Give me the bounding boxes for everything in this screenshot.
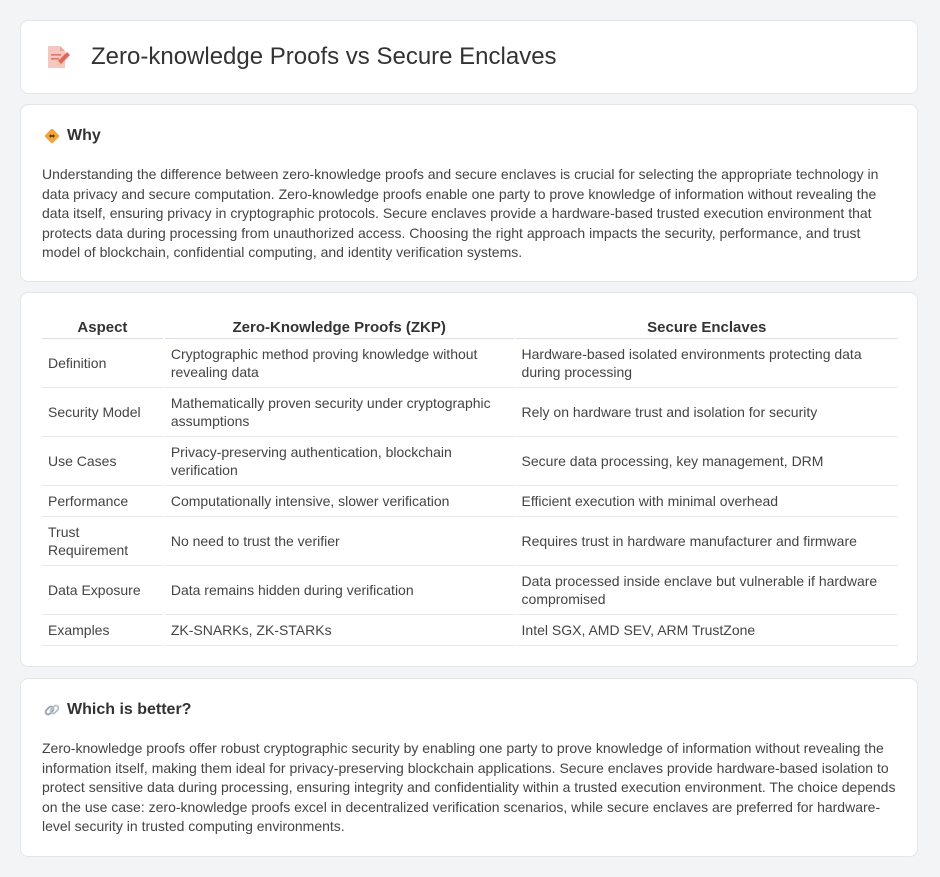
cell-enclave: Efficient execution with minimal overhead <box>515 486 898 517</box>
table-row <box>42 486 898 517</box>
cell-zkp: Computationally intensive, slower verification <box>164 486 515 517</box>
link-icon <box>43 701 61 719</box>
table-row <box>42 437 898 486</box>
why-heading-row <box>43 127 101 145</box>
cell-enclave: Hardware-based isolated environments protecting data during processing <box>515 339 898 388</box>
comparison-table <box>42 315 898 646</box>
cell-zkp: ZK-SNARKs, ZK-STARKs <box>164 615 515 646</box>
cell-enclave: Secure data processing, key management, DRM <box>515 437 898 486</box>
table-row <box>42 388 898 437</box>
better-text: Zero-knowledge proofs offer robust cryptographic security by enabling one party to prove knowledge of information without revealing the information itself, making them ideal for privacy-preserving blockchain applications. Secure enclaves provide hardware-based isolation to protect sensitive data during processing, ensuring integrity and confidentiality within a trusted execution environment. The choice depends on the use case: zero-knowledge proofs excel in decentralized verification scenarios, while secure enclaves are preferred for hardware-level security in trusted computing environments. <box>42 740 896 835</box>
title-card <box>20 20 918 94</box>
better-heading: Which is better? <box>67 701 192 718</box>
cell-aspect: Use Cases <box>42 437 164 486</box>
header-aspect: Aspect <box>42 315 164 339</box>
table-row <box>42 615 898 646</box>
table-row <box>42 339 898 388</box>
cell-zkp: Cryptographic method proving knowledge without revealing data <box>164 339 515 388</box>
which-is-better-section <box>20 678 918 857</box>
table-row <box>42 566 898 615</box>
title-row <box>45 43 557 71</box>
cell-zkp: No need to trust the verifier <box>164 517 515 566</box>
diamond-arrows-icon <box>43 127 61 145</box>
cell-enclave: Rely on hardware trust and isolation for security <box>515 388 898 437</box>
table-row <box>42 517 898 566</box>
why-section <box>20 104 918 282</box>
why-heading: Why <box>67 127 101 144</box>
cell-enclave: Data processed inside enclave but vulnerable if hardware compromised <box>515 566 898 615</box>
cell-aspect: Definition <box>42 339 164 388</box>
table-header-row <box>42 315 898 339</box>
cell-zkp: Data remains hidden during verification <box>164 566 515 615</box>
cell-aspect: Data Exposure <box>42 566 164 615</box>
cell-aspect: Security Model <box>42 388 164 437</box>
cell-aspect: Performance <box>42 486 164 517</box>
page-title: Zero-knowledge Proofs vs Secure Enclaves <box>91 43 557 70</box>
why-text: Understanding the difference between zero-knowledge proofs and secure enclaves is crucial for selecting the appropriate technology in data privacy and secure computation. Zero-knowledge proofs enable one party to prove knowledge of information without revealing the data itself, ensuring privacy in cryptographic protocols. Secure enclaves provide a hardware-based trusted execution environment that protects data during processing from unauthorized access. Choosing the right approach impacts the security, performance, and trust model of blockchain, confidential computing, and identity verification systems. <box>42 166 879 261</box>
cell-zkp: Privacy-preserving authentication, blockchain verification <box>164 437 515 486</box>
comparison-section <box>20 292 918 667</box>
cell-enclave: Requires trust in hardware manufacturer and firmware <box>515 517 898 566</box>
cell-zkp: Mathematically proven security under cryptographic assumptions <box>164 388 515 437</box>
document-edit-icon <box>45 44 71 70</box>
cell-aspect: Trust Requirement <box>42 517 164 566</box>
cell-aspect: Examples <box>42 615 164 646</box>
cell-enclave: Intel SGX, AMD SEV, ARM TrustZone <box>515 615 898 646</box>
header-zkp: Zero-Knowledge Proofs (ZKP) <box>164 315 515 339</box>
better-heading-row <box>43 701 191 719</box>
header-secure-enclaves: Secure Enclaves <box>515 315 898 339</box>
